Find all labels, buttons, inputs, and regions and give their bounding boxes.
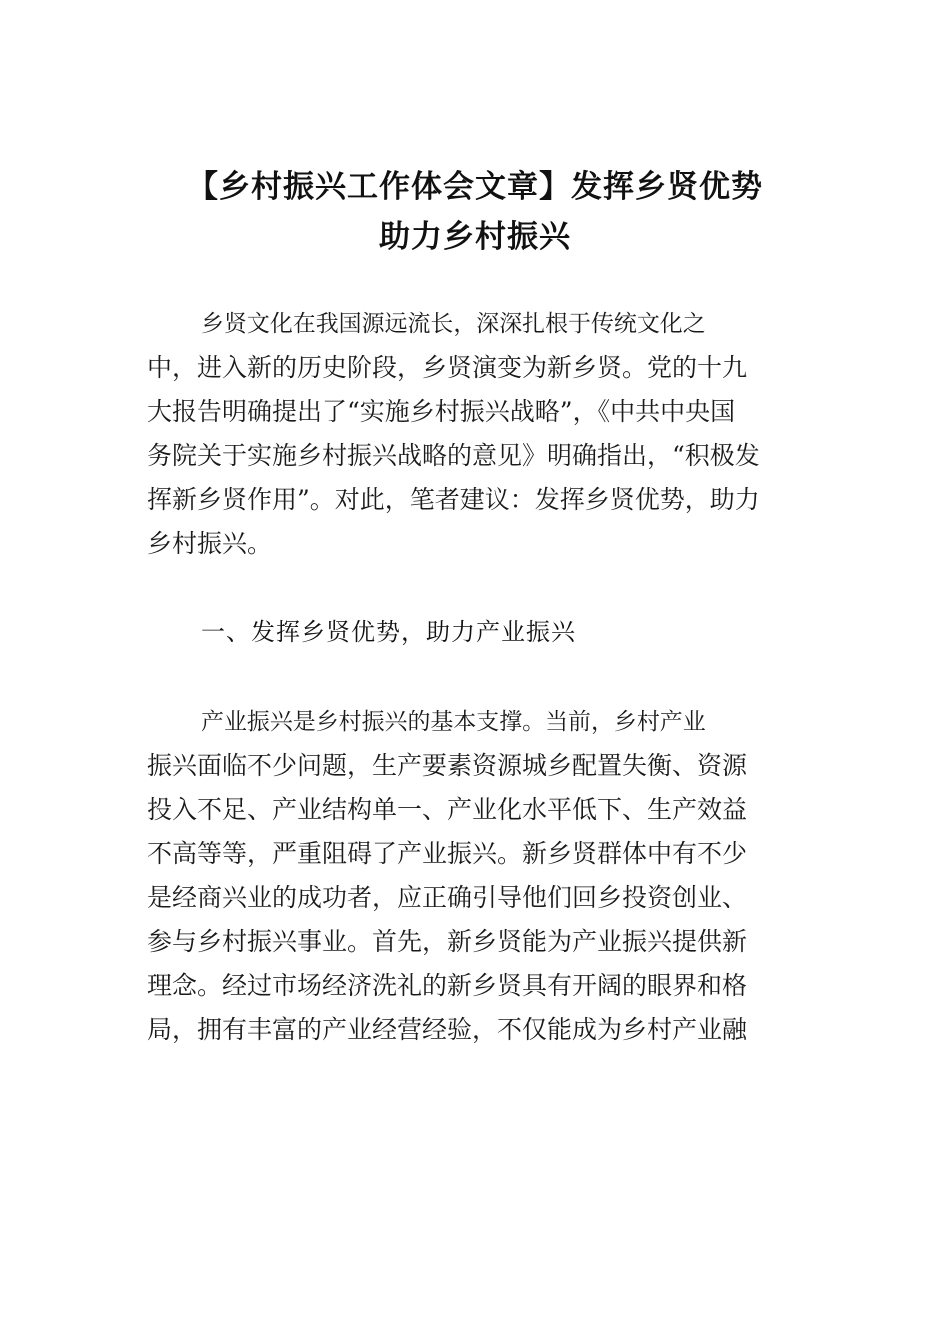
paragraph2-line: 振兴面临不少问题，生产要素资源城乡配置失衡、资源: [147, 751, 748, 780]
paragraph2-line: 产业振兴是乡村振兴的基本支撑。当前，乡村产业: [201, 709, 706, 735]
section-heading: 一、发挥乡贤优势，助力产业振兴: [201, 618, 576, 646]
paragraph1-line: 务院关于实施乡村振兴战略的意见》明确指出，“积极发: [147, 441, 760, 470]
paragraph1-line: 乡贤文化在我国源远流长，深深扎根于传统文化之: [201, 311, 706, 337]
paragraph2-line: 局，拥有丰富的产业经营经验，不仅能成为乡村产业融: [147, 1015, 748, 1044]
paragraph2-line: 理念。经过市场经济洗礼的新乡贤具有开阔的眼界和格: [147, 971, 748, 1000]
paragraph1-line: 大报告明确提出了“实施乡村振兴战略”，《中共中央国: [147, 397, 736, 426]
paragraph2-line: 投入不足、产业结构单一、产业化水平低下、生产效益: [147, 795, 748, 824]
paragraph2-line: 参与乡村振兴事业。首先，新乡贤能为产业振兴提供新: [147, 927, 748, 956]
paragraph2-line: 是经商兴业的成功者，应正确引导他们回乡投资创业、: [147, 883, 748, 912]
paragraph1-line: 中，进入新的历史阶段，乡贤演变为新乡贤。党的十九: [147, 353, 748, 382]
document-title-line1: 【乡村振兴工作体会文章】发挥乡贤优势: [187, 169, 763, 205]
paragraph1-line: 乡村振兴。: [147, 529, 273, 558]
paragraph1-line: 挥新乡贤作用”。对此，笔者建议：发挥乡贤优势，助力: [147, 485, 760, 514]
paragraph2-line: 不高等等，严重阻碍了产业振兴。新乡贤群体中有不少: [147, 839, 748, 868]
document-title-line2: 助力乡村振兴: [379, 219, 571, 255]
